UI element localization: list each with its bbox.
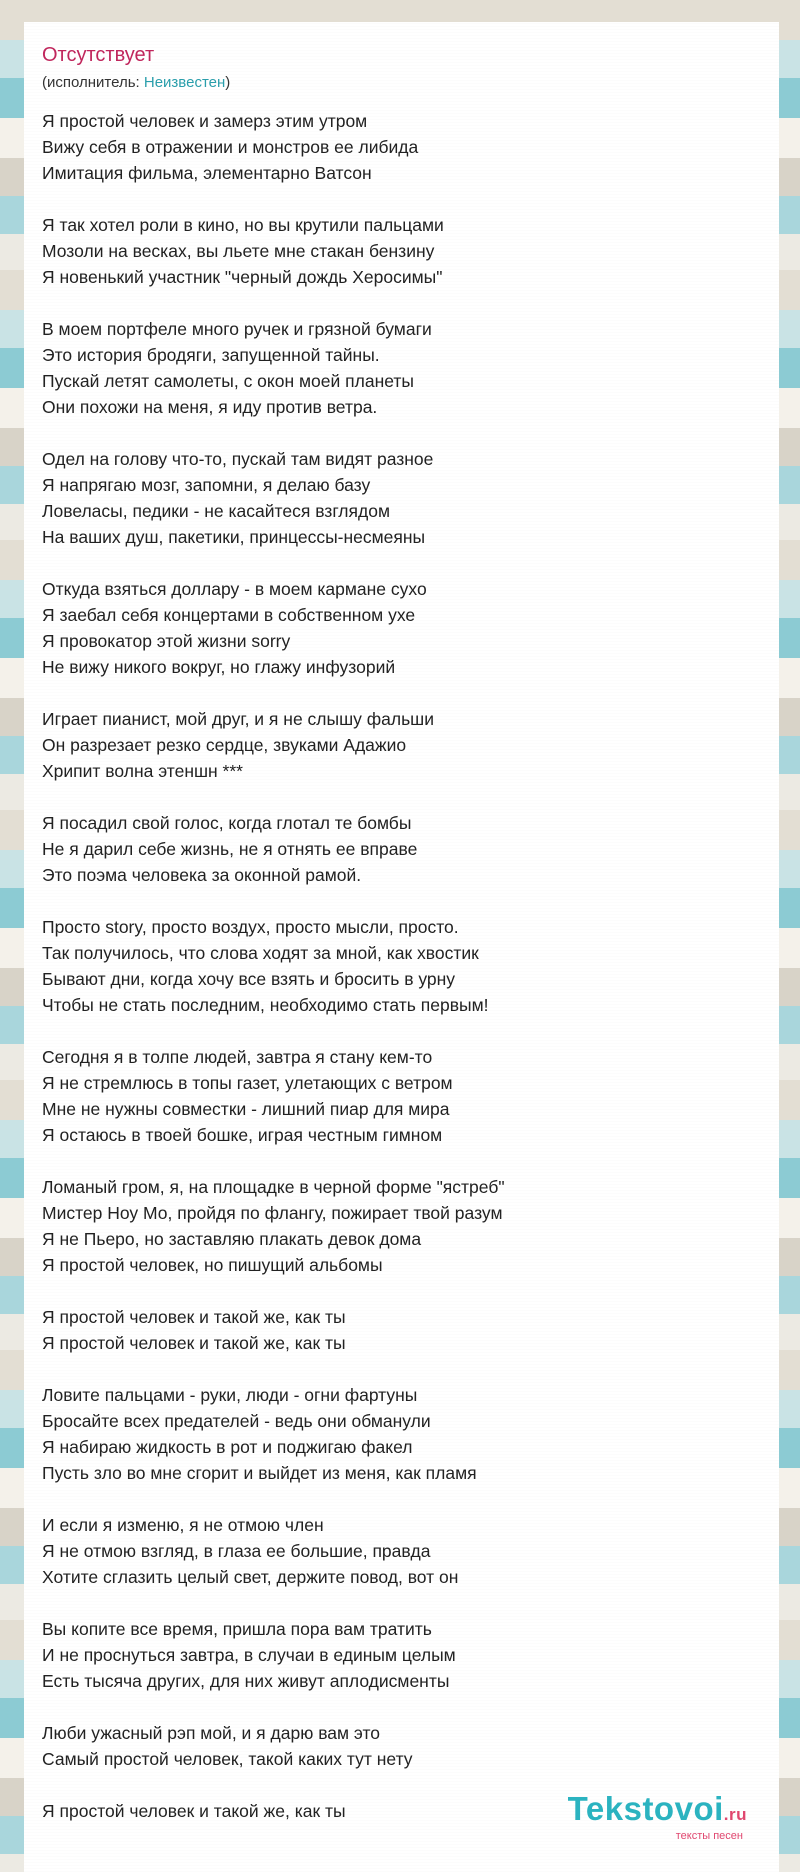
site-logo[interactable] bbox=[568, 1792, 747, 1842]
lyrics-line: Я набираю жидкость в рот и поджигаю факел bbox=[42, 1437, 413, 1457]
lyrics-line: Я не отмою взгляд, в глаза ее большие, правда bbox=[42, 1541, 431, 1561]
lyrics-line: Я заебал себя концертами в собственном ухе bbox=[42, 605, 416, 625]
logo-tagline: тексты песен bbox=[675, 1830, 743, 1842]
lyrics-line: Я простой человек и такой же, как ты bbox=[42, 1801, 346, 1821]
lyrics-stanza bbox=[42, 1720, 762, 1772]
lyrics-line: И не проснуться завтра, в случаи в единым целым bbox=[42, 1645, 456, 1665]
lyrics-line: Есть тысяча других, для них живут аплодисменты bbox=[42, 1671, 450, 1691]
lyrics-stanza bbox=[42, 316, 762, 420]
lyrics-stanza bbox=[42, 1174, 762, 1278]
lyrics-line: Бросайте всех предателей - ведь они обманули bbox=[42, 1411, 431, 1431]
lyrics-stanza bbox=[42, 914, 762, 1018]
lyrics-line: Пускай летят самолеты, с окон моей планеты bbox=[42, 371, 414, 391]
lyrics-line: Я посадил свой голос, когда глотал те бомбы bbox=[42, 813, 412, 833]
lyrics-stanza bbox=[42, 1382, 762, 1486]
lyrics-line: Вижу себя в отражении и монстров ее либида bbox=[42, 137, 419, 157]
lyrics-line: Ловите пальцами - руки, люди - огни фартуны bbox=[42, 1385, 418, 1405]
lyrics-line: Откуда взяться доллару - в моем кармане сухо bbox=[42, 579, 427, 599]
lyrics-stanza bbox=[42, 1304, 762, 1356]
lyrics-stanza bbox=[42, 1512, 762, 1590]
lyrics-line: Играет пианист, мой друг, и я не слышу фальши bbox=[42, 709, 434, 729]
performer-suffix: ) bbox=[225, 74, 231, 91]
lyrics-line: На ваших душ, пакетики, принцессы-несмеяны bbox=[42, 527, 426, 547]
lyrics-line: Не я дарил себе жизнь, не я отнять ее вправе bbox=[42, 839, 418, 859]
lyrics-line: Я простой человек и такой же, как ты bbox=[42, 1307, 346, 1327]
lyrics-line: Я так хотел роли в кино, но вы крутили пальцами bbox=[42, 215, 444, 235]
lyrics-stanza bbox=[42, 1616, 762, 1694]
lyrics-line: Я остаюсь в твоей бошке, играя честным гимном bbox=[42, 1125, 443, 1145]
lyrics-line: Он разрезает резко сердце, звуками Адажио bbox=[42, 735, 407, 755]
lyrics-line: Пусть зло во мне сгорит и выйдет из меня, как пламя bbox=[42, 1463, 477, 1483]
lyrics-line: Я не Пьеро, но заставляю плакать девок дома bbox=[42, 1229, 422, 1249]
lyrics-stanza bbox=[42, 576, 762, 680]
lyrics-line: Они похожи на меня, я иду против ветра. bbox=[42, 397, 378, 417]
lyrics-stanza bbox=[42, 706, 762, 784]
lyrics-line: Мистер Ноу Мо, пройдя по флангу, пожирает твой разум bbox=[42, 1203, 503, 1223]
lyrics-line: Мне не нужны совместки - лишний пиар для мира bbox=[42, 1099, 450, 1119]
lyrics-line: Я не стремлюсь в топы газет, улетающих с ветром bbox=[42, 1073, 453, 1093]
lyrics-body bbox=[42, 108, 762, 1850]
performer-prefix: (исполнитель: bbox=[42, 74, 144, 91]
lyrics-line: Ловеласы, педики - не касайтеся взглядом bbox=[42, 501, 390, 521]
lyrics-line: Я провокатор этой жизни sorry bbox=[42, 631, 291, 651]
lyrics-line: Мозоли на весках, вы льете мне стакан бензину bbox=[42, 241, 435, 261]
lyrics-line: Люби ужасный рэп мой, и я дарю вам это bbox=[42, 1723, 381, 1743]
lyrics-card bbox=[24, 22, 779, 1872]
lyrics-line: Хотите сглазить целый свет, держите повод, вот он bbox=[42, 1567, 459, 1587]
lyrics-line: Самый простой человек, такой каких тут нету bbox=[42, 1749, 413, 1769]
lyrics-line: Это поэма человека за оконной рамой. bbox=[42, 865, 362, 885]
lyrics-line: Хрипит волна этеншн *** bbox=[42, 761, 243, 781]
logo-name: Tekstovoi bbox=[567, 1790, 724, 1827]
lyrics-line: Имитация фильма, элементарно Ватсон bbox=[42, 163, 372, 183]
lyrics-line: Просто story, просто воздух, просто мысли, просто. bbox=[42, 917, 459, 937]
lyrics-line: Не вижу никого вокруг, но глажу инфузорий bbox=[42, 657, 396, 677]
lyrics-line: Так получилось, что слова ходят за мной, как хвостик bbox=[42, 943, 479, 963]
lyrics-line: Я новенький участник "черный дождь Херосимы" bbox=[42, 267, 443, 287]
artist-link[interactable]: Неизвестен bbox=[143, 74, 226, 91]
lyrics-line: И если я изменю, я не отмою член bbox=[42, 1515, 324, 1535]
lyrics-stanza bbox=[42, 810, 762, 888]
lyrics-line: Вы копите все время, пришла пора вам тратить bbox=[42, 1619, 432, 1639]
lyrics-line: Я простой человек и замерз этим утром bbox=[42, 111, 368, 131]
lyrics-stanza bbox=[42, 1044, 762, 1148]
lyrics-line: Бывают дни, когда хочу все взять и бросить в урну bbox=[42, 969, 456, 989]
lyrics-line: Чтобы не стать последним, необходимо стать первым! bbox=[42, 995, 489, 1015]
lyrics-line: Я напрягаю мозг, запомни, я делаю базу bbox=[42, 475, 371, 495]
lyrics-line: Ломаный гром, я, на площадке в черной форме "ястреб" bbox=[42, 1177, 505, 1197]
lyrics-stanza bbox=[42, 446, 762, 550]
logo-tld: .ru bbox=[723, 1805, 747, 1824]
lyrics-line: В моем портфеле много ручек и грязной бумаги bbox=[42, 319, 432, 339]
lyrics-stanza bbox=[42, 212, 762, 290]
lyrics-line: Это история бродяги, запущенной тайны. bbox=[42, 345, 380, 365]
lyrics-line: Я простой человек, но пишущий альбомы bbox=[42, 1255, 383, 1275]
lyrics-line: Одел на голову что-то, пускай там видят разное bbox=[42, 449, 434, 469]
song-title: Отсутствует bbox=[42, 44, 155, 66]
lyrics-stanza bbox=[42, 108, 762, 186]
lyrics-line: Сегодня я в толпе людей, завтра я стану кем-то bbox=[42, 1047, 433, 1067]
performer-line bbox=[42, 74, 230, 91]
lyrics-line: Я простой человек и такой же, как ты bbox=[42, 1333, 346, 1353]
